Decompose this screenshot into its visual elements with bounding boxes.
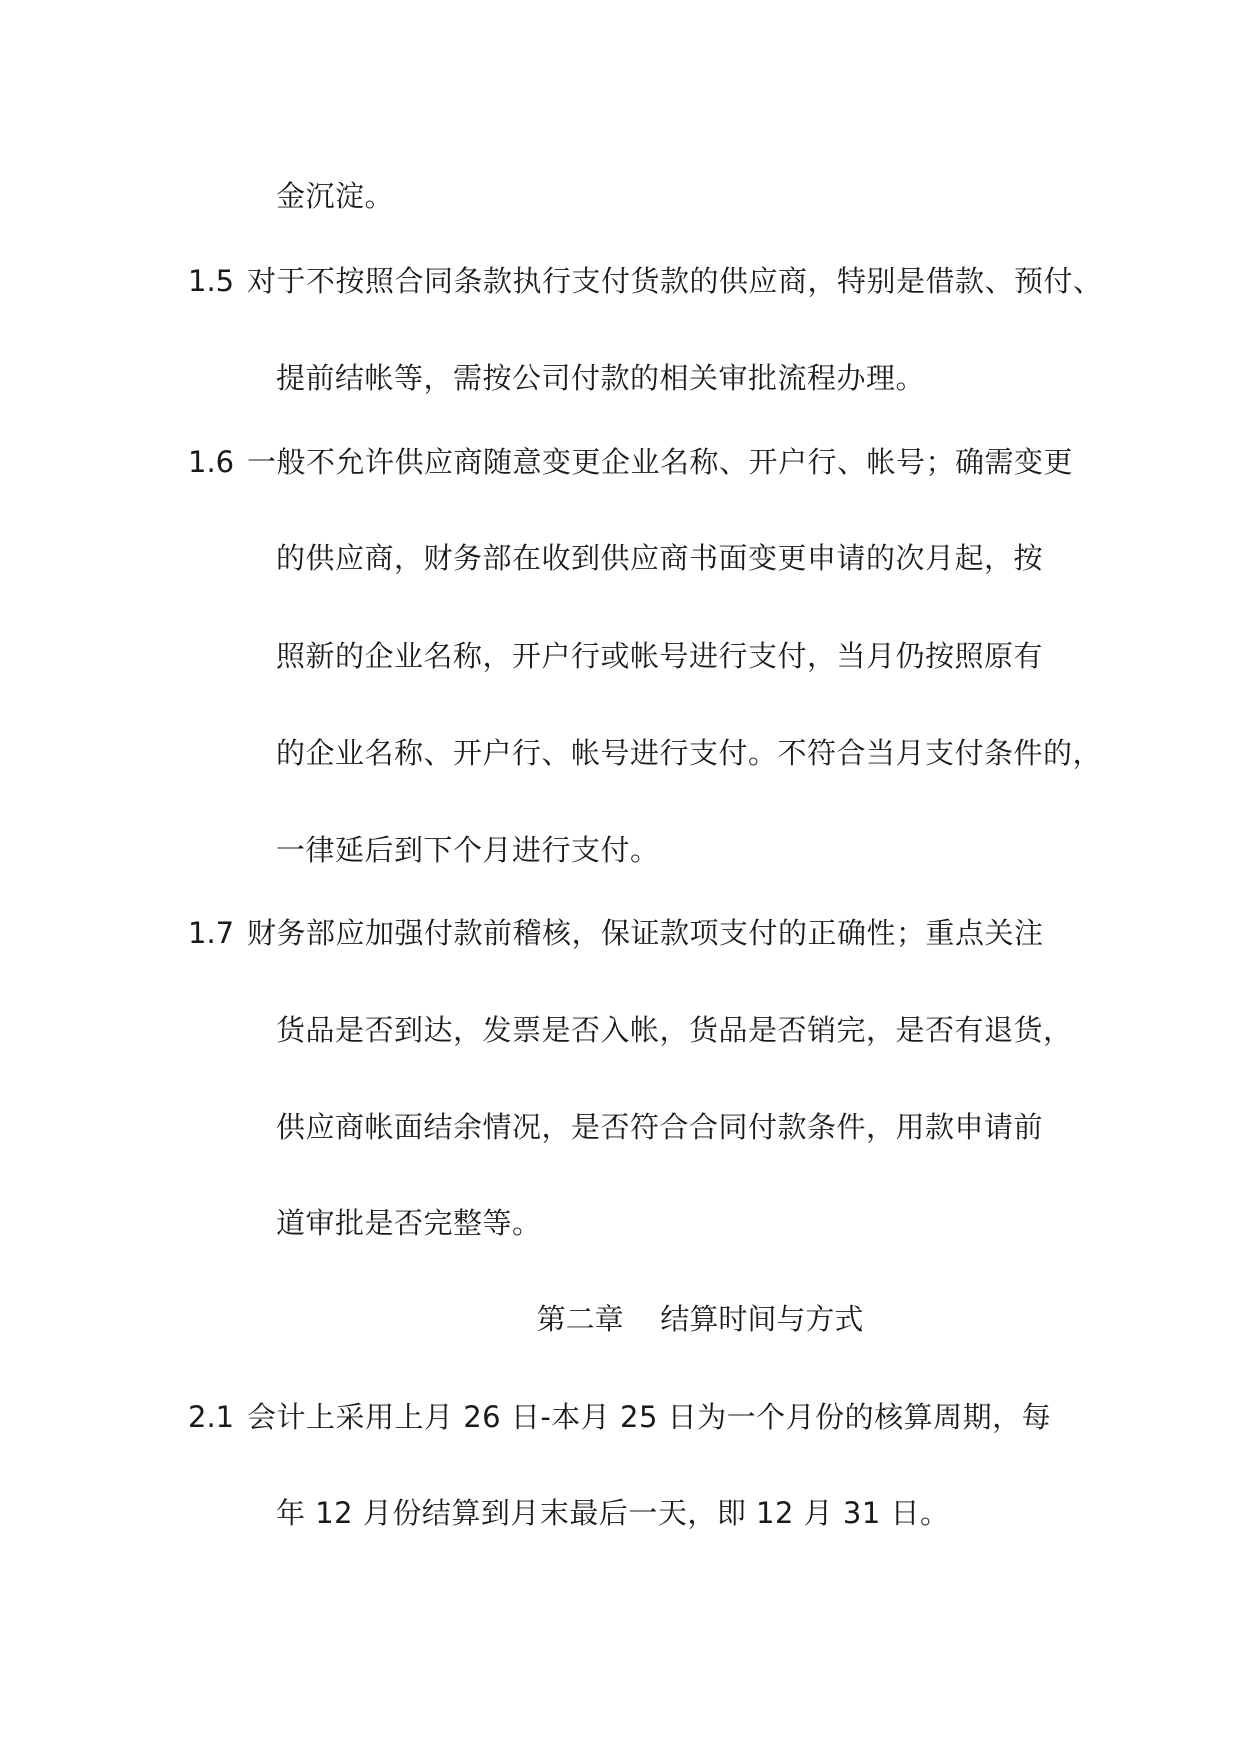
clause-1-6-line-1: 一般不允许供应商随意变更企业名称、开户行、帐号；确需变更 [247,445,1074,479]
clause-2-1-line-1: 会计上采用上月 26 日-本月 25 日为一个月份的核算周期，每 [247,1400,1052,1434]
clause-number-1-7: 1.7 [188,916,235,950]
clause-number-2-1: 2.1 [188,1400,235,1434]
chapter-heading-text: 第二章 结算时间与方式 [536,1302,864,1336]
chapter-heading [0,1301,1240,1337]
clause-1-7-line-3: 供应商帐面结余情况，是否符合合同付款条件，用款申请前 [276,1110,1044,1144]
clause-number-1-5: 1.5 [188,264,235,298]
clause-1-7-line-2: 货品是否到达，发票是否入帐，货品是否销完，是否有退货， [276,1013,1073,1047]
clause-1-7-line-4: 道审批是否完整等。 [276,1206,542,1240]
clause-1-5-line-1: 对于不按照合同条款执行支付货款的供应商，特别是借款、预付、 [247,264,1103,298]
clause-number-1-6: 1.6 [188,445,235,479]
clause-1-6-line-2: 的供应商，财务部在收到供应商书面变更申请的次月起，按 [276,541,1044,575]
clause-1-6-line-5: 一律延后到下个月进行支付。 [276,833,660,867]
clause-1-6-line-4: 的企业名称、开户行、帐号进行支付。不符合当月支付条件的， [276,736,1103,770]
clause-1-5-line-2: 提前结帐等，需按公司付款的相关审批流程办理。 [276,361,926,395]
clause-1-7-line-1: 财务部应加强付款前稽核，保证款项支付的正确性；重点关注 [247,916,1044,950]
paragraph-tail-line: 金沉淀。 [276,179,395,213]
clause-2-1-line-2: 年 12 月份结算到月末最后一天，即 12 月 31 日。 [276,1496,950,1530]
clause-1-6-line-3: 照新的企业名称，开户行或帐号进行支付，当月仍按照原有 [276,639,1044,673]
